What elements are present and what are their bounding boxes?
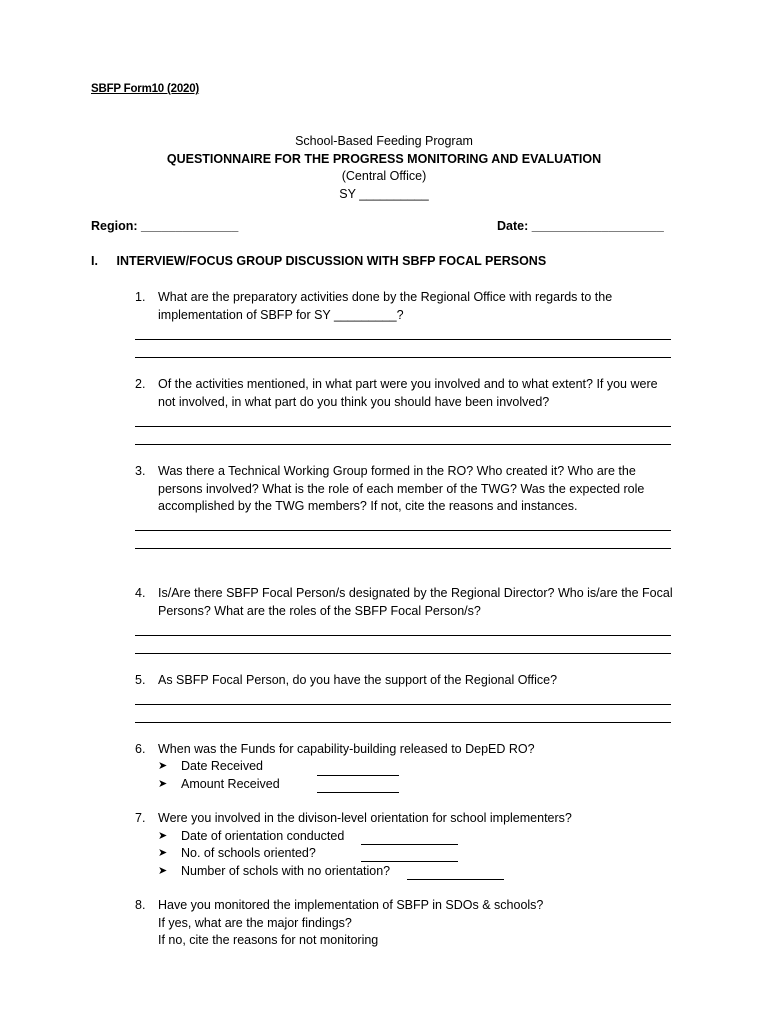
fill-blank — [407, 879, 504, 880]
fill-blank — [361, 861, 458, 862]
answer-line — [135, 704, 671, 705]
answer-line — [135, 530, 671, 531]
answer-line — [135, 548, 671, 549]
question-line: Were you involved in the divison-level orientation for school implementers? — [158, 811, 572, 825]
question-line: When was the Funds for capability-building released to DepED RO? — [158, 742, 535, 756]
question-3 — [135, 463, 680, 516]
school-year-field: SY __________ — [339, 186, 429, 201]
answer-line — [135, 653, 671, 654]
answer-line — [135, 722, 671, 723]
question-line: As SBFP Focal Person, do you have the support of the Regional Office? — [158, 673, 558, 687]
question-line: Persons? What are the roles of the SBFP Focal Person/s? — [158, 603, 481, 618]
answer-line — [135, 339, 671, 340]
section-title: INTERVIEW/FOCUS GROUP DISCUSSION WITH SBFP FOCAL PERSONS — [116, 254, 547, 268]
question-line: If no, cite the reasons for not monitoring — [158, 933, 379, 947]
section-heading — [91, 254, 546, 268]
fill-blank — [361, 844, 458, 845]
question-number: 2. — [135, 377, 146, 391]
answer-line — [135, 426, 671, 427]
question-number: 3. — [135, 464, 146, 478]
question-line: Of the activities mentioned, in what part were you involved and to what extent? If you were — [158, 377, 658, 391]
fill-blank — [317, 792, 399, 793]
arrowhead-bullet-icon: ➤ — [158, 830, 168, 842]
question-line: If yes, what are the major findings? — [158, 915, 352, 930]
question-line: Is/Are there SBFP Focal Person/s designated by the Regional Director? Who is/are the Focal — [158, 586, 673, 600]
program-name: School-Based Feeding Program — [295, 134, 473, 148]
sub-item-label: No. of schools oriented? — [181, 846, 316, 860]
question-line: accomplished by the TWG members? If not, cite the reasons and instances. — [158, 499, 578, 513]
arrowhead-bullet-icon: ➤ — [158, 847, 168, 859]
question-7 — [135, 810, 680, 828]
document-title: QUESTIONNAIRE FOR THE PROGRESS MONITORING AND EVALUATION — [166, 151, 602, 166]
sub-item-label: Number of schols with no orientation? — [181, 864, 391, 878]
question-8 — [135, 897, 680, 950]
section-number: I. — [91, 254, 98, 268]
arrowhead-bullet-icon: ➤ — [158, 760, 168, 772]
answer-line — [135, 635, 671, 636]
question-number: 6. — [135, 742, 146, 756]
question-line: not involved, in what part do you think you should have been involved? — [158, 394, 550, 409]
question-line: Have you monitored the implementation of SBFP in SDOs & schools? — [158, 898, 544, 912]
question-5 — [135, 672, 680, 690]
question-number: 7. — [135, 811, 146, 825]
sub-item-label: Date Received — [181, 759, 263, 773]
document-header — [0, 133, 768, 203]
question-2 — [135, 376, 680, 411]
arrowhead-bullet-icon: ➤ — [158, 865, 168, 877]
form-code: SBFP Form10 (2020) — [91, 83, 200, 95]
date-field: Date: ___________________ — [497, 219, 664, 233]
answer-line — [135, 357, 671, 358]
question-number: 8. — [135, 898, 146, 912]
region-field: Region: ______________ — [91, 219, 239, 233]
fill-blank — [317, 775, 399, 776]
answer-line — [135, 444, 671, 445]
question-number: 1. — [135, 290, 146, 304]
question-1 — [135, 289, 680, 324]
question-4 — [135, 585, 680, 620]
arrowhead-bullet-icon: ➤ — [158, 778, 168, 790]
question-number: 4. — [135, 586, 146, 600]
question-6 — [135, 741, 680, 759]
question-number: 5. — [135, 673, 146, 687]
question-line: What are the preparatory activities done by the Regional Office with regards to the — [158, 290, 613, 304]
sub-item-label: Date of orientation conducted — [181, 829, 345, 843]
office-name: (Central Office) — [341, 169, 427, 183]
question-line: implementation of SBFP for SY _________? — [158, 307, 404, 322]
sub-item-label: Amount Received — [181, 777, 280, 791]
question-line: Was there a Technical Working Group formed in the RO? Who created it? Who are the — [158, 464, 636, 478]
question-line: persons involved? What is the role of each member of the TWG? Was the expected role — [158, 481, 645, 496]
